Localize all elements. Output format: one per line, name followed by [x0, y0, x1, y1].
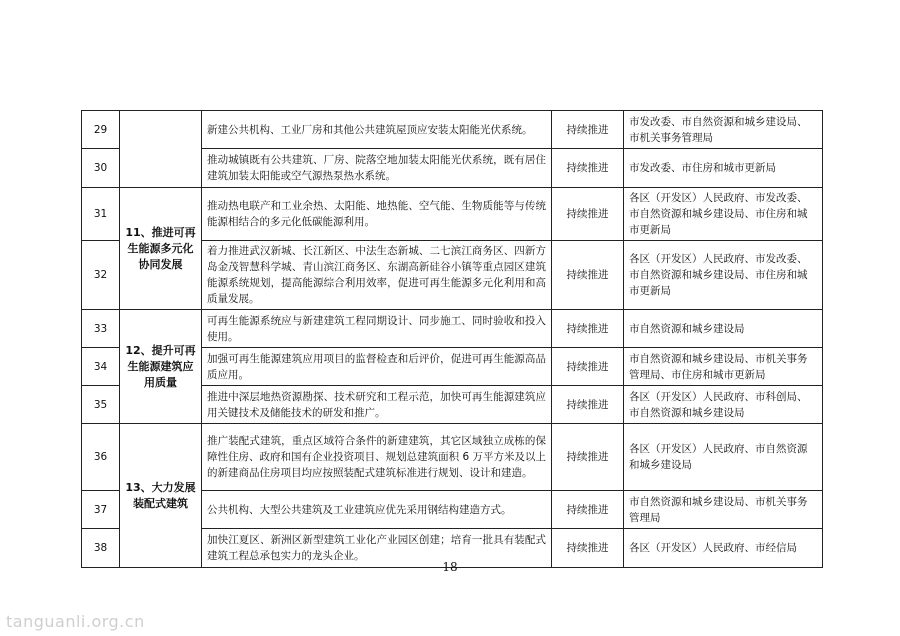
row-number: 35 [82, 386, 120, 424]
category-cell [120, 111, 202, 188]
category-cell: 13、大力发展装配式建筑 [120, 424, 202, 568]
row-number: 29 [82, 111, 120, 149]
watermark: tanguanli.org.cn [6, 612, 145, 631]
task-content: 公共机构、大型公共建筑及工业建筑应优先采用钢结构建造方式。 [202, 491, 552, 529]
timing: 持续推进 [552, 348, 624, 386]
task-content: 新建公共机构、工业厂房和其他公共建筑屋顶应安装太阳能光伏系统。 [202, 111, 552, 149]
responsible-unit: 市发改委、市住房和城市更新局 [624, 149, 823, 188]
row-number: 37 [82, 491, 120, 529]
table-row [82, 111, 823, 149]
timing: 持续推进 [552, 386, 624, 424]
responsible-unit: 各区（开发区）人民政府、市发改委、市自然资源和城乡建设局、市住房和城市更新局 [624, 188, 823, 241]
task-content: 推广装配式建筑，重点区域符合条件的新建建筑，其它区域独立成栋的保障性住房、政府和国有企业投资项目、规划总建筑面积 6 万平方米及以上的新建商品住房项目均应按照装配式建筑标准进行规划、设计和建造。 [202, 424, 552, 491]
row-number: 32 [82, 241, 120, 310]
row-number: 38 [82, 529, 120, 568]
timing: 持续推进 [552, 491, 624, 529]
responsible-unit: 市自然资源和城乡建设局、市机关事务管理局、市住房和城市更新局 [624, 348, 823, 386]
row-number: 30 [82, 149, 120, 188]
timing: 持续推进 [552, 188, 624, 241]
row-number: 34 [82, 348, 120, 386]
task-content: 推动热电联产和工业余热、太阳能、地热能、空气能、生物质能等与传统能源相结合的多元化低碳能源利用。 [202, 188, 552, 241]
responsible-unit: 市发改委、市自然资源和城乡建设局、市机关事务管理局 [624, 111, 823, 149]
row-number: 36 [82, 424, 120, 491]
task-content: 加强可再生能源建筑应用项目的监督检查和后评价，促进可再生能源高品质应用。 [202, 348, 552, 386]
responsible-unit: 各区（开发区）人民政府、市自然资源和城乡建设局 [624, 424, 823, 491]
task-content: 加快江夏区、新洲区新型建筑工业化产业园区创建；培育一批具有装配式建筑工程总承包实力的龙头企业。 [202, 529, 552, 568]
timing: 持续推进 [552, 149, 624, 188]
table-row [82, 310, 823, 348]
category-cell: 12、提升可再生能源建筑应用质量 [120, 310, 202, 424]
task-content: 推进中深层地热资源勘探、技术研究和工程示范，加快可再生能源建筑应用关键技术及储能技术的研发和推广。 [202, 386, 552, 424]
task-table [81, 110, 823, 568]
task-content: 可再生能源系统应与新建建筑工程同期设计、同步施工、同时验收和投入使用。 [202, 310, 552, 348]
timing: 持续推进 [552, 241, 624, 310]
task-content: 着力推进武汉新城、长江新区、中法生态新城、二七滨江商务区、四新方岛金茂智慧科学城、青山滨江商务区、东湖高新硅谷小镇等重点园区建筑能源系统规划，提高能源综合利用效率，促进可再生能源多元化利用和高质量发展。 [202, 241, 552, 310]
timing: 持续推进 [552, 310, 624, 348]
table-row [82, 424, 823, 491]
table-row [82, 188, 823, 241]
responsible-unit: 各区（开发区）人民政府、市科创局、市自然资源和城乡建设局 [624, 386, 823, 424]
responsible-unit: 各区（开发区）人民政府、市经信局 [624, 529, 823, 568]
timing: 持续推进 [552, 529, 624, 568]
row-number: 33 [82, 310, 120, 348]
responsible-unit: 各区（开发区）人民政府、市发改委、市自然资源和城乡建设局、市住房和城市更新局 [624, 241, 823, 310]
responsible-unit: 市自然资源和城乡建设局、市机关事务管理局 [624, 491, 823, 529]
timing: 持续推进 [552, 111, 624, 149]
task-content: 推动城镇既有公共建筑、厂房、院落空地加装太阳能光伏系统，既有居住建筑加装太阳能或空气源热泵热水系统。 [202, 149, 552, 188]
page-number: 18 [442, 560, 458, 574]
responsible-unit: 市自然资源和城乡建设局 [624, 310, 823, 348]
category-cell: 11、推进可再生能源多元化协同发展 [120, 188, 202, 310]
timing: 持续推进 [552, 424, 624, 491]
row-number: 31 [82, 188, 120, 241]
